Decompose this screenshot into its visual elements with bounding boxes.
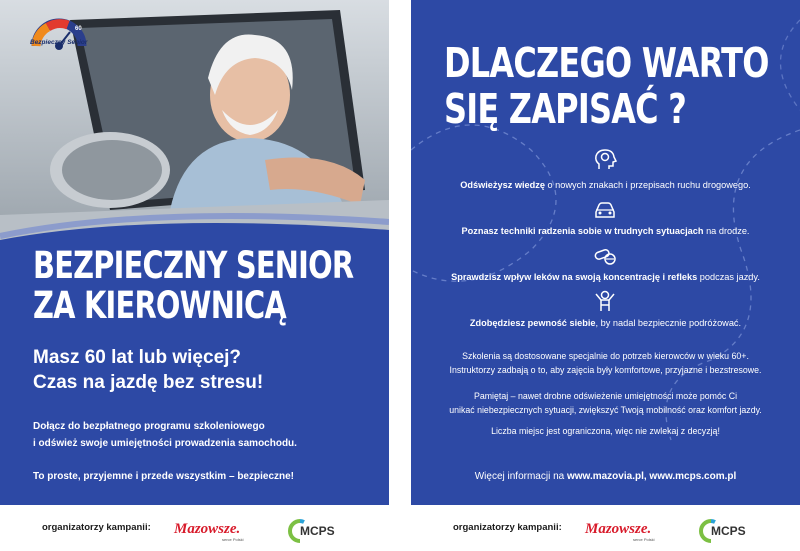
benefit-1 bbox=[411, 180, 800, 190]
mcps-logo-right bbox=[699, 517, 759, 545]
organizers-label-right: organizatorzy kampanii: bbox=[453, 522, 562, 533]
pills-icon bbox=[592, 243, 618, 269]
more-info-links[interactable]: www.mazovia.pl, www.mcps.com.pl bbox=[566, 471, 737, 482]
organizers-label: organizatorzy kampanii: bbox=[42, 522, 151, 533]
sub-heading bbox=[33, 345, 263, 395]
brain-gear-icon bbox=[592, 147, 618, 173]
benefit-4-bold: Zdobędziesz pewność siebie bbox=[469, 318, 596, 328]
body-line-1: Dołącz do bezpłatnego programu szkoleniowego bbox=[33, 421, 265, 432]
benefit-3 bbox=[411, 272, 800, 282]
right-heading-line-2: SIĘ ZAPISAĆ ? bbox=[444, 85, 686, 133]
info-training-line-2: Instruktorzy zadbają o to, aby zajęcia były komfortowe, przyjazne i bezstresowe. bbox=[449, 365, 762, 375]
sub-heading-line-1: Masz 60 lat lub więcej? bbox=[33, 347, 242, 368]
mcps-logo-text: MCPS bbox=[300, 524, 335, 538]
left-closing-text: To proste, przyjemne i przede wszystkim – bezpieczne! bbox=[33, 471, 295, 482]
person-confident-icon bbox=[592, 288, 618, 314]
info-reminder bbox=[411, 389, 800, 417]
benefit-4-rest: , by nadal bezpiecznie podróżować. bbox=[595, 318, 742, 328]
heading-line-1: BEZPIECZNY SENIOR bbox=[33, 244, 354, 287]
mcps-logo bbox=[288, 517, 348, 545]
right-heading-line-1: DLACZEGO WARTO bbox=[444, 39, 769, 87]
info-training-line-1: Szkolenia są dostosowane specjalnie do potrzeb kierowców w wieku 60+. bbox=[462, 351, 749, 361]
mcps-logo-text-right: MCPS bbox=[711, 524, 746, 538]
right-footer bbox=[411, 505, 800, 551]
benefit-3-bold: Sprawdzisz wpływ leków na swoją koncentrację i refleks bbox=[451, 272, 698, 282]
more-info bbox=[411, 471, 800, 482]
mazowsze-logo-text: Mazowsze. bbox=[174, 521, 241, 537]
benefit-2 bbox=[411, 226, 800, 236]
benefit-1-rest: o nowych znakach i przepisach ruchu drogowego. bbox=[544, 180, 751, 190]
heading-line-2: ZA KIEROWNICĄ bbox=[33, 284, 286, 327]
badge-label: Bezpieczny Senior bbox=[30, 39, 88, 46]
info-training bbox=[411, 349, 800, 377]
benefit-1-bold: Odświeżysz wiedzę bbox=[460, 180, 545, 190]
body-line-2: i odśwież swoje umiejętności prowadzenia samochodu. bbox=[33, 438, 297, 449]
mazowsze-logo-right bbox=[583, 517, 673, 545]
benefit-4 bbox=[411, 318, 800, 328]
mazowsze-logo-text-right: Mazowsze. bbox=[585, 521, 652, 537]
mazowsze-logo bbox=[172, 517, 262, 545]
more-info-prefix: Więcej informacji na bbox=[474, 471, 567, 482]
left-poster bbox=[0, 0, 389, 551]
mazowsze-logo-sub: serce Polski bbox=[222, 537, 244, 542]
mazowsze-logo-sub-right: serce Polski bbox=[633, 537, 655, 542]
right-heading bbox=[444, 40, 769, 132]
info-reminder-line-2: unikać niebezpiecznych sytuacji, zwiększyć Twoją mobilność oraz komfort jazdy. bbox=[449, 405, 762, 415]
badge-number: 60 bbox=[75, 26, 82, 32]
right-poster bbox=[411, 0, 800, 551]
benefit-3-rest: podczas jazdy. bbox=[697, 272, 760, 282]
sub-heading-line-2: Czas na jazdę bez stresu! bbox=[33, 372, 264, 393]
info-limited-places: Liczba miejsc jest ograniczona, więc nie zwlekaj z decyzją! bbox=[491, 426, 720, 436]
benefit-2-bold: Poznasz techniki radzenia sobie w trudnych sytuacjach bbox=[461, 226, 704, 236]
benefit-2-rest: na drodze. bbox=[703, 226, 750, 236]
info-reminder-line-1: Pamiętaj – nawet drobne odświeżenie umiejętności może pomóc Ci bbox=[473, 391, 738, 401]
left-heading bbox=[33, 246, 353, 326]
car-icon bbox=[592, 197, 618, 223]
left-footer bbox=[0, 505, 389, 551]
left-body-text bbox=[33, 418, 297, 452]
